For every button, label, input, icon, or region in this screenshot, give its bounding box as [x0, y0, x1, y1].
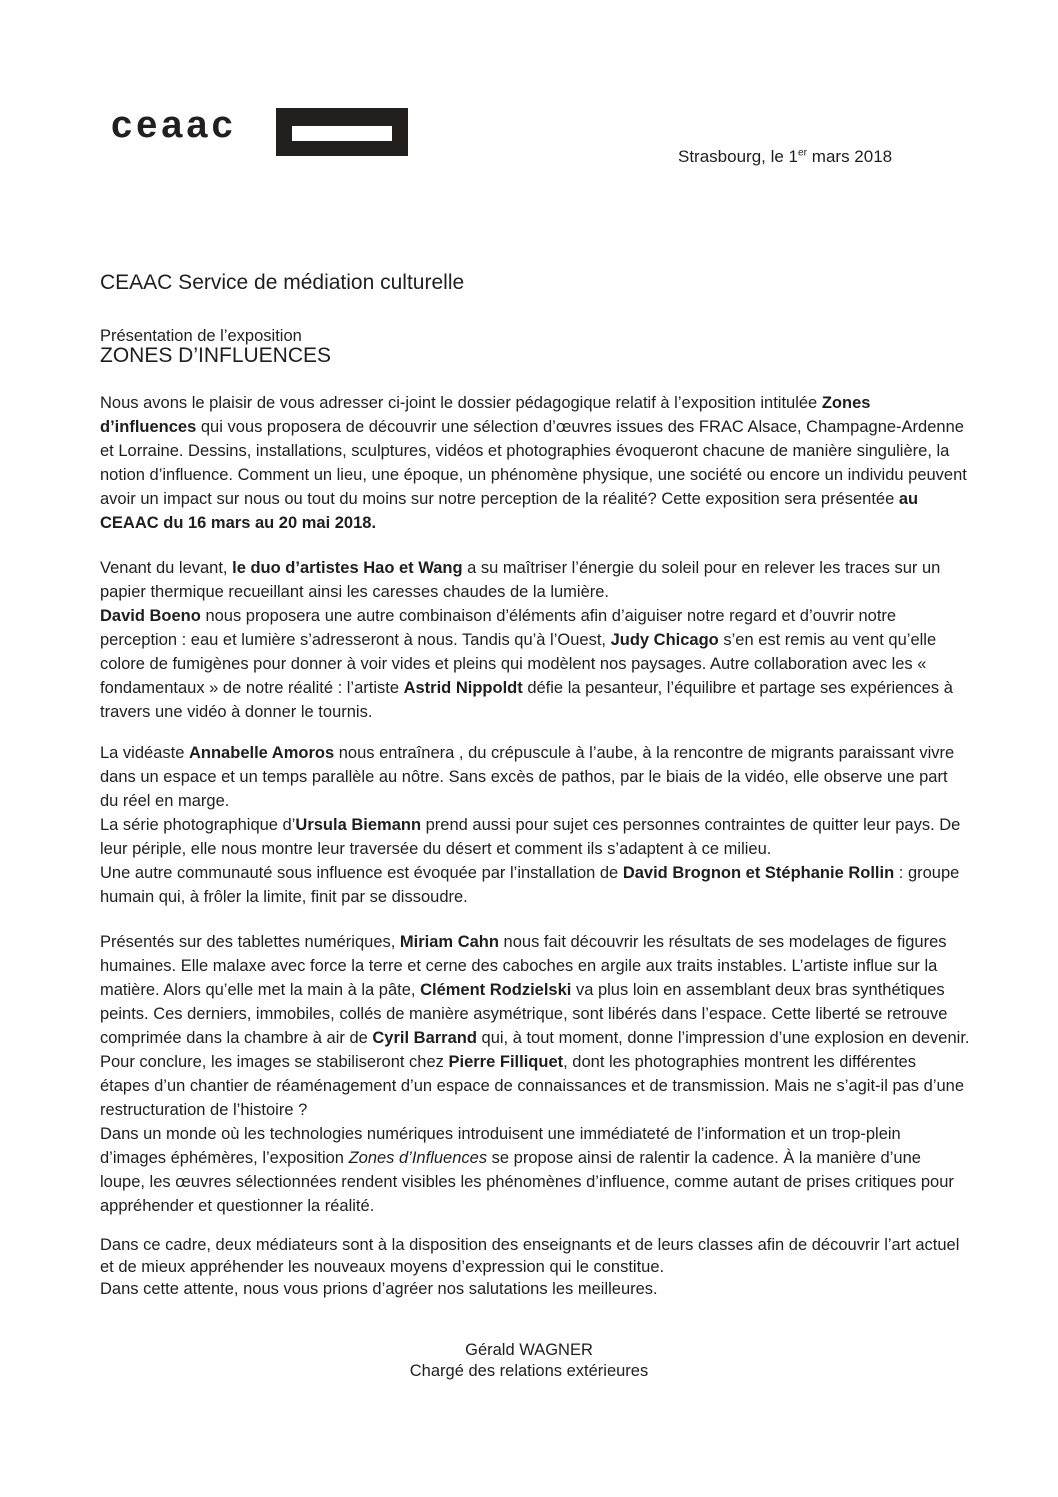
- text-segment: Zones d’Influences: [348, 1149, 488, 1167]
- text-segment: nous proposera une autre combinaison d’éléments afin d’aiguiser notre regard et d’ouvrir notre perception : eau et lumière s’adresseront à nous. Tandis qu’à l’Ouest,: [100, 607, 897, 649]
- dateline-suffix: mars 2018: [807, 147, 893, 166]
- text-segment: Dans ce cadre, deux médiateurs sont à la disposition des enseignants et de leurs classes afin de découvrir l’art actuel et de mieux appréhender les nouveaux moyens d’expression qui le constitue.: [100, 1236, 960, 1276]
- text-segment: Ursula Biemann: [295, 816, 422, 834]
- text-segment: défie la pesanteur, l’équilibre et partage ses expériences à travers une vidéo à donner le tournis.: [100, 679, 953, 721]
- text-segment: Nous avons le plaisir de vous adresser ci-joint le dossier pédagogique relatif à l’exposition intitulée: [100, 394, 822, 412]
- text-segment: qui, à tout moment, donne l’impression d’une explosion en devenir. Pour conclure, les images se stabiliseront chez: [100, 1029, 970, 1071]
- text-segment: David Boeno: [100, 607, 201, 625]
- ceaac-logo-mark-icon: [276, 108, 408, 156]
- text-segment: Une autre communauté sous influence est évoquée par l’installation de: [100, 864, 623, 882]
- signature-role: Chargé des relations extérieures: [409, 1362, 649, 1380]
- text-segment: Astrid Nippoldt: [403, 679, 523, 697]
- paragraph-artists-3: [100, 930, 970, 1218]
- text-segment: prend aussi pour sujet ces personnes contraintes de quitter leur pays. De leur périple, elle nous montre leur traversée du désert et comment ils s’adaptent à ce milieu.: [100, 816, 961, 858]
- text-segment: La série photographique d’: [100, 816, 296, 834]
- text-segment: se propose ainsi de ralentir la cadence. À la manière d’une loupe, les œuvres sélectionnées rendent visibles les phénomènes d’influence, comme autant de prises critiques pour appréhender et questionner la réalité.: [100, 1149, 954, 1215]
- dateline: [678, 147, 892, 167]
- exhibition-title: ZONES D’INFLUENCES: [100, 344, 332, 367]
- text-segment: le duo d’artistes Hao et Wang: [232, 559, 463, 577]
- text-segment: nous fait découvrir les résultats de ses modelages de figures humaines. Elle malaxe avec force la terre et cerne des caboches en argile aux traits instables. L’artiste influe sur la matière. Alors qu’elle met la main à la pâte,: [100, 933, 947, 999]
- text-segment: Annabelle Amoros: [188, 744, 335, 762]
- text-segment: Dans un monde où les technologies numériques introduisent une immédiateté de l’information et un trop-plein d’images éphémères, l’exposition: [100, 1125, 901, 1167]
- paragraph-closing: [100, 1234, 970, 1300]
- dateline-ordinal-superscript: er: [798, 147, 808, 159]
- ceaac-logo-slot: [292, 126, 392, 141]
- text-segment: Dans cette attente, nous vous prions d’agréer nos salutations les meilleures.: [100, 1280, 658, 1298]
- text-segment: La vidéaste: [100, 744, 189, 762]
- text-segment: , dont les photographies montrent les différentes étapes d’un chantier de réaménagement d’un espace de connaissances et de transmission. Mais ne s’agit-il pas d’une restructuration de l’histoire ?: [100, 1053, 965, 1119]
- signature-name: Gérald WAGNER: [465, 1341, 593, 1359]
- text-segment: Miriam Cahn: [399, 933, 499, 951]
- text-segment: qui vous proposera de découvrir une sélection d’œuvres issues des FRAC Alsace, Champagne-Ardenne et Lorraine. Dessins, installations, sculptures, vidéos et photographies évoqueront chacune de manière singulière, la notion d’influence. Comment un lieu, une époque, un phénomène physique, une société ou encore un individu peuvent avoir un impact sur nous ou tout du moins sur notre perception de la réalité? Cette exposition sera présentée: [100, 418, 967, 508]
- text-segment: Cyril Barrand: [372, 1029, 477, 1047]
- text-segment: s’en est remis au vent qu’elle colore de fumigènes pour donner à voir vides et pleins qui modèlent nos paysages. Autre collaboration avec les « fondamentaux » de notre réalité : l’artiste: [100, 631, 937, 697]
- text-segment: Pierre Filliquet: [448, 1053, 564, 1071]
- service-title: CEAAC Service de médiation culturelle: [100, 271, 465, 294]
- text-segment: David Brognon et Stéphanie Rollin: [622, 864, 895, 882]
- ceaac-logo-wordmark: ceaac: [111, 104, 237, 146]
- text-segment: au CEAAC du 16 mars au 20 mai 2018.: [100, 490, 919, 532]
- text-segment: va plus loin en assemblant deux bras synthétiques peints. Ces derniers, immobiles, collés de manière asymétrique, sont libérés dans l’espace. Cette liberté se retrouve comprimée dans la chambre à air de: [100, 981, 948, 1047]
- paragraph-artists-2: [100, 741, 970, 909]
- text-segment: Présentés sur des tablettes numériques,: [100, 933, 400, 951]
- text-segment: nous entraînera , du crépuscule à l’aube, à la rencontre de migrants paraissant vivre dans un espace et un temps parallèle au nôtre. Sans excès de pathos, par le biais de la vidéo, elle observe une part du réel en marge.: [100, 744, 955, 810]
- text-segment: Zones d’influences: [100, 394, 871, 436]
- text-segment: Venant du levant,: [100, 559, 233, 577]
- text-segment: a su maîtriser l’énergie du soleil pour en relever les traces sur un papier thermique recueillant ainsi les caresses chaudes de la lumière.: [100, 559, 941, 601]
- text-segment: Clément Rodzielski: [420, 981, 572, 999]
- paragraph-introduction: [100, 391, 970, 535]
- dateline-prefix: Strasbourg, le 1: [678, 147, 799, 166]
- presentation-label: Présentation de l’exposition: [100, 327, 302, 345]
- text-segment: Judy Chicago: [610, 631, 719, 649]
- paragraph-artists-1: [100, 556, 970, 724]
- text-segment: : groupe humain qui, à frôler la limite, finit par se dissoudre.: [100, 864, 960, 906]
- signature-block: [0, 1340, 1058, 1382]
